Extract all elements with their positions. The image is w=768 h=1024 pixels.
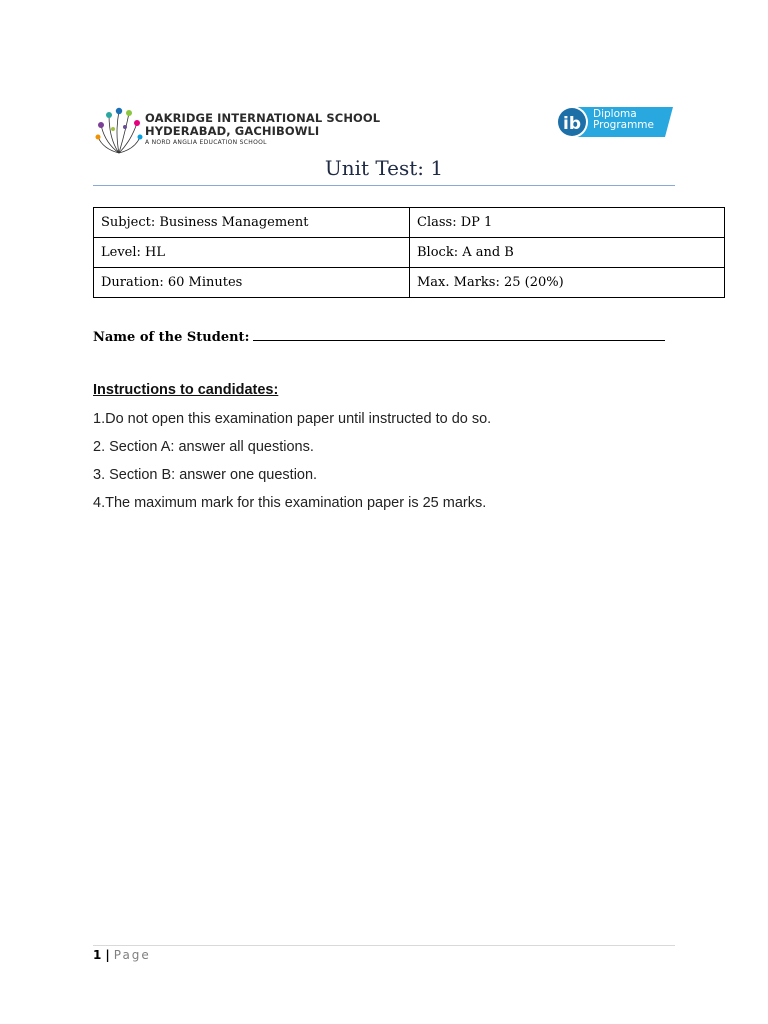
instructions-list [93, 410, 491, 522]
table-cell: Max. Marks: 25 (20%) [410, 268, 725, 298]
footer-separator: | [105, 948, 110, 962]
student-name-label: Name of the Student: [93, 330, 250, 345]
page-footer [93, 948, 151, 962]
ib-diploma-logo [555, 104, 675, 140]
school-name-line1: OAKRIDGE INTERNATIONAL SCHOOL [145, 111, 381, 125]
list-item: 2. Section A: answer all questions. [93, 439, 314, 455]
instructions-heading: Instructions to candidates: [93, 382, 279, 398]
svg-text:ib: ib [563, 114, 581, 134]
school-emblem-icon [95, 103, 143, 157]
table-cell: Subject: Business Management [94, 208, 410, 238]
table-cell: Duration: 60 Minutes [94, 268, 410, 298]
student-name-blank[interactable] [253, 328, 665, 341]
table-row [94, 268, 725, 298]
table-cell: Level: HL [94, 238, 410, 268]
ib-line1: Diploma [593, 108, 637, 120]
page-title: Unit Test: 1 [324, 156, 444, 180]
school-name-line2: HYDERABAD, GACHIBOWLI [145, 124, 320, 138]
school-tagline: A NORD ANGLIA EDUCATION SCHOOL [145, 139, 267, 146]
page-label: Page [113, 948, 151, 962]
exam-info-table [93, 207, 725, 298]
table-row [94, 208, 725, 238]
student-name-row [93, 328, 665, 345]
table-row [94, 238, 725, 268]
table-cell: Class: DP 1 [410, 208, 725, 238]
school-logo [95, 103, 381, 158]
page-number: 1 [93, 948, 102, 962]
footer-divider [93, 945, 675, 946]
table-cell: Block: A and B [410, 238, 725, 268]
list-item: 3. Section B: answer one question. [93, 467, 318, 483]
list-item: 1.Do not open this examination paper until instructed to do so. [93, 411, 492, 427]
list-item: 4.The maximum mark for this examination paper is 25 marks. [93, 495, 487, 511]
title-divider [93, 185, 675, 186]
ib-line2: Programme [593, 119, 654, 131]
